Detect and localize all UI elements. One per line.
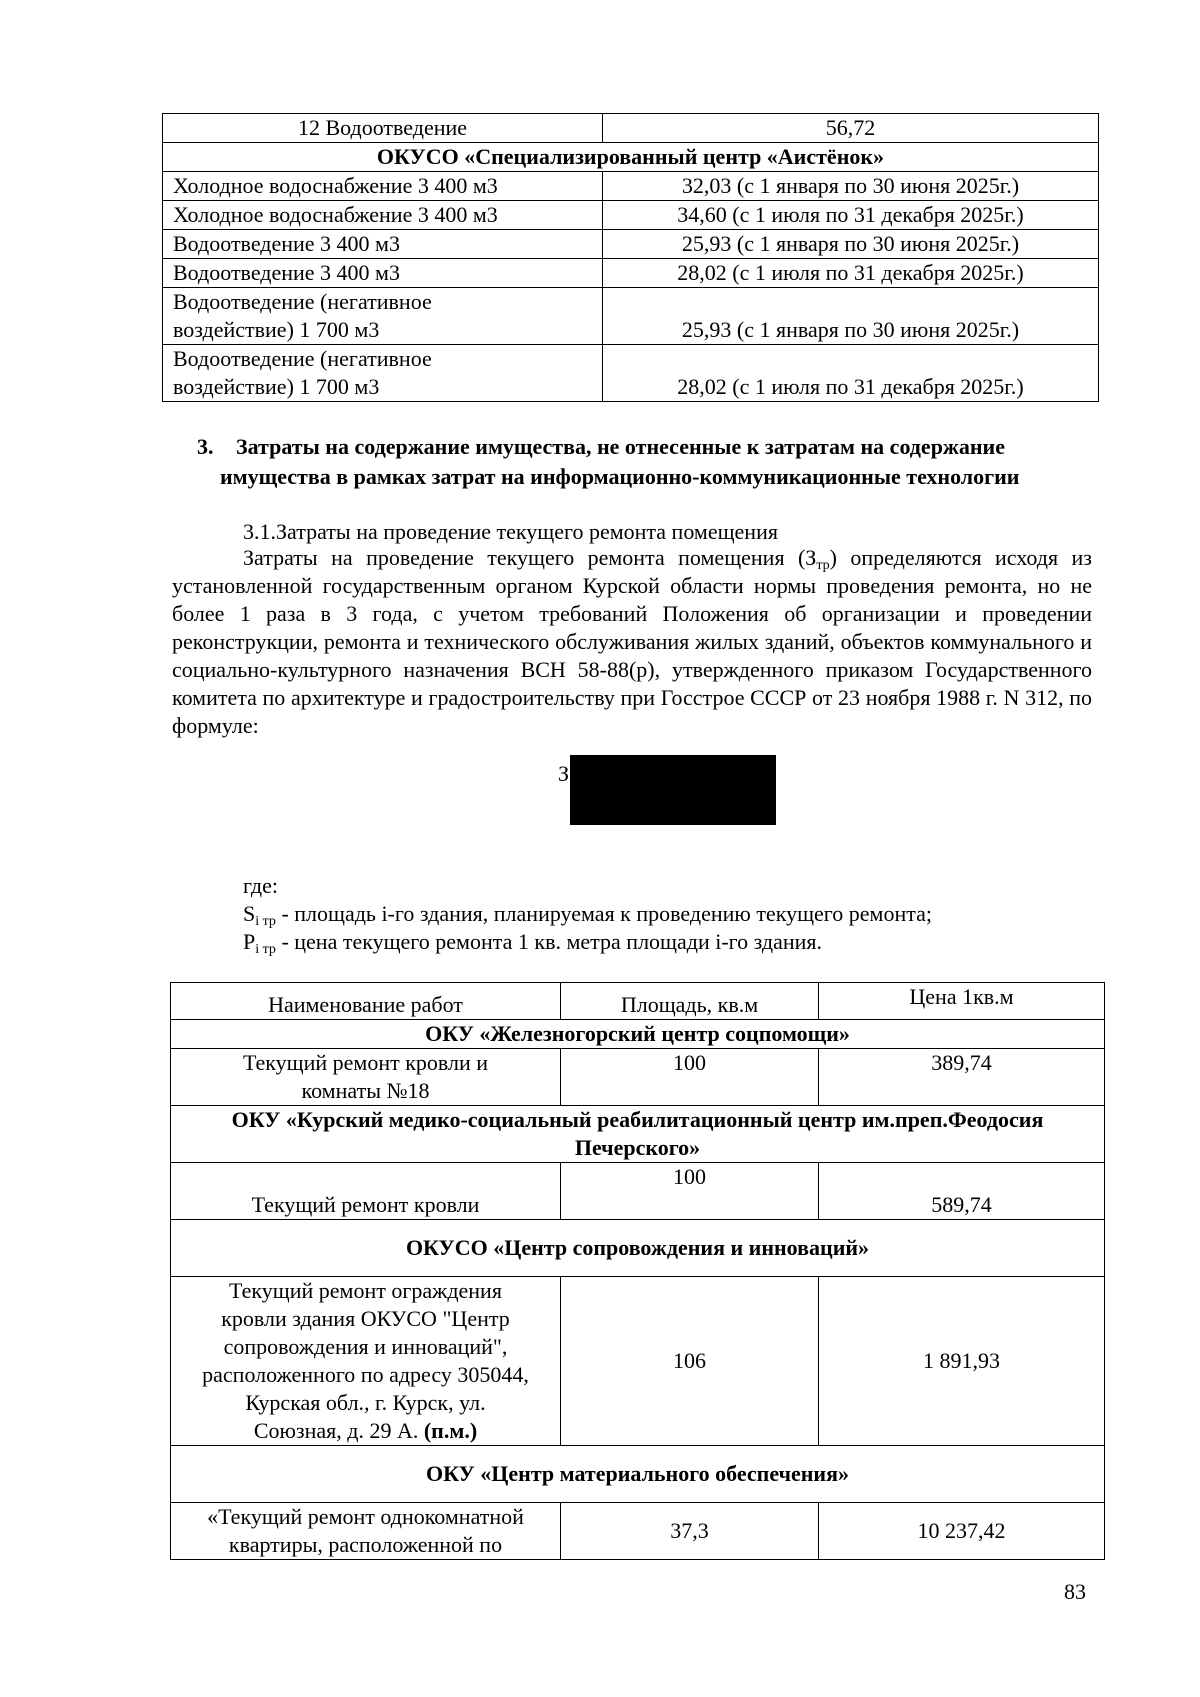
cell-area: 37,3	[561, 1503, 819, 1560]
column-header: Площадь, кв.м	[561, 983, 819, 1020]
cell-price: 389,74	[819, 1049, 1105, 1106]
p-symbol: P	[243, 929, 256, 954]
work-line: Курская обл., г. Курск, ул.	[245, 1390, 486, 1415]
cell-label: Водоотведение 3 400 м3	[163, 230, 603, 259]
cell-area: 100	[561, 1049, 819, 1106]
cell-value: 28,02 (с 1 июля по 31 декабря 2025г.)	[603, 345, 1099, 402]
page-number: 83	[1064, 1579, 1086, 1604]
column-header: Наименование работ	[171, 983, 561, 1020]
table-section-row	[171, 1446, 1105, 1503]
para-subscript: тр	[816, 558, 830, 573]
formula-image	[570, 755, 776, 825]
label-line: Водоотведение (негативное	[173, 289, 432, 314]
work-line: Текущий ремонт ограждения	[229, 1278, 502, 1303]
table-row	[163, 230, 1099, 259]
table-row	[163, 288, 1099, 345]
cell-work	[171, 1277, 561, 1446]
section-number: 3.	[197, 434, 214, 459]
body-paragraph	[172, 544, 1092, 740]
section-title	[171, 1106, 1105, 1163]
table-row	[163, 114, 1099, 143]
section-title: ОКУСО «Центр сопровождения и инноваций»	[171, 1220, 1105, 1277]
label-line: Водоотведение (негативное	[173, 346, 432, 371]
cell-area: 106	[561, 1277, 819, 1446]
table-row	[171, 1277, 1105, 1446]
utility-tariff-table	[162, 113, 1099, 402]
cell-label	[163, 345, 603, 402]
cell-value: 34,60 (с 1 июля по 31 декабря 2025г.)	[603, 201, 1099, 230]
para-part-b: ) определяются исходя из установленной государственным органом Курской области нормы проведения ремонта, но не более 1 раза в 3 года, с учетом требований Положения об организации и проведении реконструкции, ремонта и технического обслуживания жилых зданий, объектов коммунального и социально-культурного назначения ВСН 58-88(р), утвержденного приказом Государственного комитета по архитектуре и градостроительству при Госстрое СССР от 23 ноября 1988 г. N 312, по формуле:	[172, 545, 1092, 738]
table-row	[163, 201, 1099, 230]
work-line: расположенного по адресу 305044,	[202, 1362, 529, 1387]
cell-label: Водоотведение 3 400 м3	[163, 259, 603, 288]
table-section-row	[171, 1020, 1105, 1049]
para-part-a: Затраты на проведение текущего ремонта помещения (З	[243, 545, 817, 570]
work-line-last	[177, 1417, 554, 1445]
cell-work	[171, 1503, 561, 1560]
cell-work	[171, 1049, 561, 1106]
column-header: Цена 1кв.м	[819, 983, 1105, 1020]
legend-s	[243, 900, 932, 928]
s-symbol: S	[243, 901, 256, 926]
table-row	[163, 259, 1099, 288]
section-title-line2: имущества в рамках затрат на информационно-коммуникационные технологии	[220, 464, 1020, 489]
table-row	[171, 1049, 1105, 1106]
work-line: комнаты №18	[301, 1078, 430, 1103]
table-row	[171, 1163, 1105, 1220]
cell-area: 100	[561, 1163, 819, 1220]
cell-label: Холодное водоснабжение 3 400 м3	[163, 172, 603, 201]
s-subscript: i тр	[255, 914, 276, 929]
where-label: где:	[243, 873, 278, 898]
repair-cost-table	[170, 982, 1105, 1560]
work-line: Текущий ремонт кровли и	[242, 1050, 489, 1075]
table-row	[163, 172, 1099, 201]
label-line: воздействие) 1 700 м3	[173, 374, 380, 399]
section-title: ОКУ «Железногорский центр соцпомощи»	[171, 1020, 1105, 1049]
cell-price: 1 891,93	[819, 1277, 1105, 1446]
cell-value: 28,02 (с 1 июля по 31 декабря 2025г.)	[603, 259, 1099, 288]
s-text: - площадь i-го здания, планируемая к проведению текущего ремонта;	[275, 901, 932, 926]
work-line: кровли здания ОКУСО "Центр	[221, 1306, 510, 1331]
label-line: воздействие) 1 700 м3	[173, 317, 380, 342]
table-row	[163, 345, 1099, 402]
cell-label: Холодное водоснабжение 3 400 м3	[163, 201, 603, 230]
table-section-row	[171, 1220, 1105, 1277]
table-row	[171, 1503, 1105, 1560]
p-subscript: i тр	[255, 942, 276, 957]
cell-value: 56,72	[603, 114, 1099, 143]
cell-value: 25,93 (с 1 января по 30 июня 2025г.)	[603, 230, 1099, 259]
cell-work: Текущий ремонт кровли	[171, 1163, 561, 1220]
work-line: сопровождения и инноваций",	[223, 1334, 508, 1359]
table-section-row	[163, 143, 1099, 172]
legend-p	[243, 928, 932, 956]
section-title: ОКУСО «Специализированный центр «Аистёнок»	[163, 143, 1099, 172]
section-line: Печерского»	[574, 1135, 701, 1160]
cell-value: 32,03 (с 1 января по 30 июня 2025г.)	[603, 172, 1099, 201]
work-unit: (п.м.)	[423, 1418, 478, 1443]
cell-price: 589,74	[819, 1163, 1105, 1220]
paragraph-text	[172, 544, 1092, 740]
cell-price: 10 237,42	[819, 1503, 1105, 1560]
p-text: - цена текущего ремонта 1 кв. метра площади i-го здания.	[275, 929, 823, 954]
section-title-line1: Затраты на содержание имущества, не отнесенные к затратам на содержание	[236, 434, 1006, 459]
subsection-title: 3.1.Затраты на проведение текущего ремонта помещения	[243, 519, 778, 544]
cell-label: 12 Водоотведение	[163, 114, 603, 143]
section-line: ОКУ «Курский медико-социальный реабилитационный центр им.преп.Феодосия	[231, 1107, 1044, 1132]
table-header-row	[171, 983, 1105, 1020]
formula-legend	[243, 872, 932, 956]
section-title: ОКУ «Центр материального обеспечения»	[171, 1446, 1105, 1503]
cell-label	[163, 288, 603, 345]
formula-symbol: З	[558, 761, 570, 786]
work-line: «Текущий ремонт однокомнатной	[207, 1504, 524, 1529]
work-text: Союзная, д. 29 А.	[253, 1418, 424, 1443]
work-line: квартиры, расположенной по	[228, 1532, 503, 1557]
table-section-row	[171, 1106, 1105, 1163]
cell-value: 25,93 (с 1 января по 30 июня 2025г.)	[603, 288, 1099, 345]
